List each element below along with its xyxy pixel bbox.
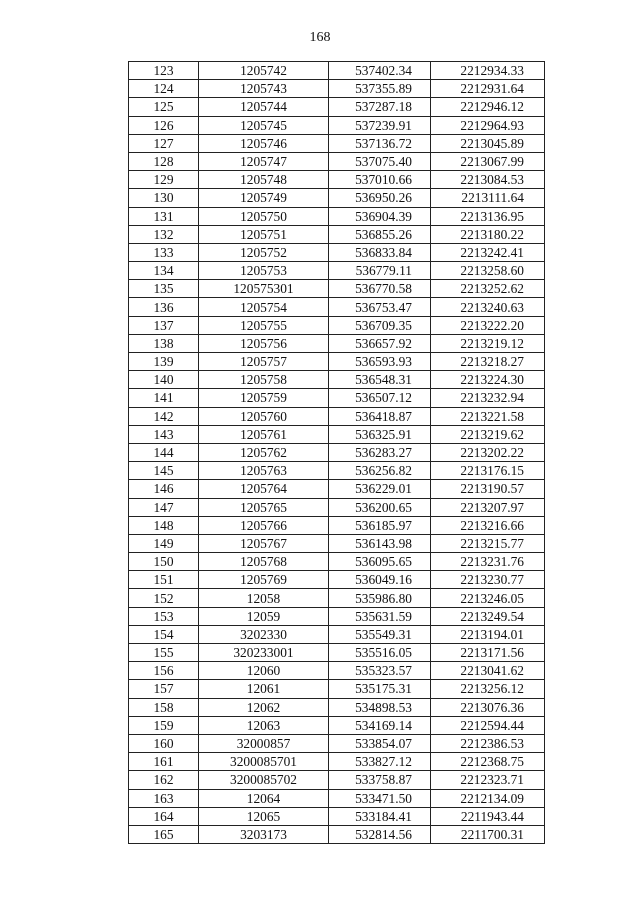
row-number-cell: 133 bbox=[129, 243, 199, 261]
x-coordinate-cell: 536593.93 bbox=[329, 353, 431, 371]
y-coordinate-cell: 2213180.22 bbox=[431, 225, 545, 243]
x-coordinate-cell: 534898.53 bbox=[329, 698, 431, 716]
y-coordinate-cell: 2212386.53 bbox=[431, 734, 545, 752]
x-coordinate-cell: 536770.58 bbox=[329, 280, 431, 298]
table-row bbox=[129, 534, 545, 552]
x-coordinate-cell: 533827.12 bbox=[329, 753, 431, 771]
x-coordinate-cell: 536185.97 bbox=[329, 516, 431, 534]
x-coordinate-cell: 537075.40 bbox=[329, 152, 431, 170]
y-coordinate-cell: 2213194.01 bbox=[431, 625, 545, 643]
point-id-cell: 1205769 bbox=[199, 571, 329, 589]
point-id-cell: 1205745 bbox=[199, 116, 329, 134]
point-id-cell: 3200085701 bbox=[199, 753, 329, 771]
row-number-cell: 150 bbox=[129, 553, 199, 571]
row-number-cell: 149 bbox=[129, 534, 199, 552]
x-coordinate-cell: 533471.50 bbox=[329, 789, 431, 807]
x-coordinate-cell: 537402.34 bbox=[329, 62, 431, 80]
x-coordinate-cell: 537355.89 bbox=[329, 80, 431, 98]
point-id-cell: 320233001 bbox=[199, 644, 329, 662]
x-coordinate-cell: 535631.59 bbox=[329, 607, 431, 625]
x-coordinate-cell: 537010.66 bbox=[329, 171, 431, 189]
table-row bbox=[129, 443, 545, 461]
row-number-cell: 148 bbox=[129, 516, 199, 534]
point-id-cell: 1205757 bbox=[199, 353, 329, 371]
row-number-cell: 139 bbox=[129, 353, 199, 371]
row-number-cell: 127 bbox=[129, 134, 199, 152]
table-row bbox=[129, 353, 545, 371]
y-coordinate-cell: 2213171.56 bbox=[431, 644, 545, 662]
y-coordinate-cell: 2213224.30 bbox=[431, 371, 545, 389]
row-number-cell: 128 bbox=[129, 152, 199, 170]
table-row bbox=[129, 262, 545, 280]
y-coordinate-cell: 2213045.89 bbox=[431, 134, 545, 152]
x-coordinate-cell: 535549.31 bbox=[329, 625, 431, 643]
table-row bbox=[129, 516, 545, 534]
point-id-cell: 1205760 bbox=[199, 407, 329, 425]
point-id-cell: 1205750 bbox=[199, 207, 329, 225]
table-row bbox=[129, 498, 545, 516]
point-id-cell: 12062 bbox=[199, 698, 329, 716]
y-coordinate-cell: 2213231.76 bbox=[431, 553, 545, 571]
y-coordinate-cell: 2213246.05 bbox=[431, 589, 545, 607]
point-id-cell: 1205758 bbox=[199, 371, 329, 389]
point-id-cell: 3200085702 bbox=[199, 771, 329, 789]
point-id-cell: 3202330 bbox=[199, 625, 329, 643]
table-row bbox=[129, 716, 545, 734]
x-coordinate-cell: 537287.18 bbox=[329, 98, 431, 116]
table-row bbox=[129, 789, 545, 807]
y-coordinate-cell: 2212594.44 bbox=[431, 716, 545, 734]
coordinates-table-body bbox=[129, 62, 545, 844]
y-coordinate-cell: 2213041.62 bbox=[431, 662, 545, 680]
table-row bbox=[129, 753, 545, 771]
y-coordinate-cell: 2212964.93 bbox=[431, 116, 545, 134]
point-id-cell: 1205748 bbox=[199, 171, 329, 189]
point-id-cell: 1205764 bbox=[199, 480, 329, 498]
x-coordinate-cell: 536283.27 bbox=[329, 443, 431, 461]
y-coordinate-cell: 2213176.15 bbox=[431, 462, 545, 480]
point-id-cell: 1205763 bbox=[199, 462, 329, 480]
table-row bbox=[129, 571, 545, 589]
x-coordinate-cell: 536418.87 bbox=[329, 407, 431, 425]
point-id-cell: 120575301 bbox=[199, 280, 329, 298]
table-row bbox=[129, 189, 545, 207]
y-coordinate-cell: 2211943.44 bbox=[431, 807, 545, 825]
y-coordinate-cell: 2213240.63 bbox=[431, 298, 545, 316]
x-coordinate-cell: 535323.57 bbox=[329, 662, 431, 680]
table-row bbox=[129, 225, 545, 243]
point-id-cell: 3203173 bbox=[199, 825, 329, 843]
table-row bbox=[129, 644, 545, 662]
row-number-cell: 137 bbox=[129, 316, 199, 334]
table-row bbox=[129, 152, 545, 170]
point-id-cell: 1205753 bbox=[199, 262, 329, 280]
table-row bbox=[129, 389, 545, 407]
point-id-cell: 1205746 bbox=[199, 134, 329, 152]
table-row bbox=[129, 607, 545, 625]
row-number-cell: 146 bbox=[129, 480, 199, 498]
point-id-cell: 1205749 bbox=[199, 189, 329, 207]
y-coordinate-cell: 2213207.97 bbox=[431, 498, 545, 516]
x-coordinate-cell: 533758.87 bbox=[329, 771, 431, 789]
x-coordinate-cell: 536709.35 bbox=[329, 316, 431, 334]
table-row bbox=[129, 207, 545, 225]
x-coordinate-cell: 536049.16 bbox=[329, 571, 431, 589]
table-row bbox=[129, 98, 545, 116]
point-id-cell: 1205752 bbox=[199, 243, 329, 261]
table-row bbox=[129, 698, 545, 716]
point-id-cell: 1205742 bbox=[199, 62, 329, 80]
y-coordinate-cell: 2212934.33 bbox=[431, 62, 545, 80]
y-coordinate-cell: 2213111.64 bbox=[431, 189, 545, 207]
point-id-cell: 32000857 bbox=[199, 734, 329, 752]
x-coordinate-cell: 536657.92 bbox=[329, 334, 431, 352]
row-number-cell: 131 bbox=[129, 207, 199, 225]
page-number: 168 bbox=[309, 30, 331, 45]
point-id-cell: 12060 bbox=[199, 662, 329, 680]
row-number-cell: 155 bbox=[129, 644, 199, 662]
y-coordinate-cell: 2213202.22 bbox=[431, 443, 545, 461]
x-coordinate-cell: 533854.07 bbox=[329, 734, 431, 752]
y-coordinate-cell: 2213232.94 bbox=[431, 389, 545, 407]
row-number-cell: 151 bbox=[129, 571, 199, 589]
row-number-cell: 138 bbox=[129, 334, 199, 352]
table-row bbox=[129, 480, 545, 498]
row-number-cell: 135 bbox=[129, 280, 199, 298]
y-coordinate-cell: 2213219.12 bbox=[431, 334, 545, 352]
x-coordinate-cell: 536950.26 bbox=[329, 189, 431, 207]
x-coordinate-cell: 536833.84 bbox=[329, 243, 431, 261]
point-id-cell: 1205743 bbox=[199, 80, 329, 98]
y-coordinate-cell: 2213221.58 bbox=[431, 407, 545, 425]
x-coordinate-cell: 536325.91 bbox=[329, 425, 431, 443]
y-coordinate-cell: 2212134.09 bbox=[431, 789, 545, 807]
table-row bbox=[129, 589, 545, 607]
point-id-cell: 1205761 bbox=[199, 425, 329, 443]
table-row bbox=[129, 425, 545, 443]
row-number-cell: 142 bbox=[129, 407, 199, 425]
point-id-cell: 12059 bbox=[199, 607, 329, 625]
table-row bbox=[129, 62, 545, 80]
table-row bbox=[129, 80, 545, 98]
point-id-cell: 1205744 bbox=[199, 98, 329, 116]
row-number-cell: 161 bbox=[129, 753, 199, 771]
point-id-cell: 12064 bbox=[199, 789, 329, 807]
point-id-cell: 12063 bbox=[199, 716, 329, 734]
x-coordinate-cell: 536904.39 bbox=[329, 207, 431, 225]
y-coordinate-cell: 2213076.36 bbox=[431, 698, 545, 716]
row-number-cell: 141 bbox=[129, 389, 199, 407]
point-id-cell: 1205762 bbox=[199, 443, 329, 461]
table-row bbox=[129, 334, 545, 352]
table-row bbox=[129, 807, 545, 825]
y-coordinate-cell: 2213219.62 bbox=[431, 425, 545, 443]
x-coordinate-cell: 536507.12 bbox=[329, 389, 431, 407]
row-number-cell: 152 bbox=[129, 589, 199, 607]
y-coordinate-cell: 2212368.75 bbox=[431, 753, 545, 771]
y-coordinate-cell: 2212323.71 bbox=[431, 771, 545, 789]
y-coordinate-cell: 2213136.95 bbox=[431, 207, 545, 225]
y-coordinate-cell: 2213067.99 bbox=[431, 152, 545, 170]
y-coordinate-cell: 2213256.12 bbox=[431, 680, 545, 698]
table-row bbox=[129, 116, 545, 134]
x-coordinate-cell: 534169.14 bbox=[329, 716, 431, 734]
y-coordinate-cell: 2212931.64 bbox=[431, 80, 545, 98]
point-id-cell: 1205759 bbox=[199, 389, 329, 407]
point-id-cell: 1205747 bbox=[199, 152, 329, 170]
x-coordinate-cell: 535516.05 bbox=[329, 644, 431, 662]
table-row bbox=[129, 625, 545, 643]
row-number-cell: 163 bbox=[129, 789, 199, 807]
point-id-cell: 12065 bbox=[199, 807, 329, 825]
row-number-cell: 162 bbox=[129, 771, 199, 789]
x-coordinate-cell: 532814.56 bbox=[329, 825, 431, 843]
table-row bbox=[129, 407, 545, 425]
row-number-cell: 140 bbox=[129, 371, 199, 389]
row-number-cell: 153 bbox=[129, 607, 199, 625]
y-coordinate-cell: 2213218.27 bbox=[431, 353, 545, 371]
row-number-cell: 136 bbox=[129, 298, 199, 316]
table-row bbox=[129, 316, 545, 334]
row-number-cell: 130 bbox=[129, 189, 199, 207]
x-coordinate-cell: 536256.82 bbox=[329, 462, 431, 480]
row-number-cell: 160 bbox=[129, 734, 199, 752]
x-coordinate-cell: 537136.72 bbox=[329, 134, 431, 152]
table-row bbox=[129, 771, 545, 789]
row-number-cell: 134 bbox=[129, 262, 199, 280]
table-row bbox=[129, 680, 545, 698]
y-coordinate-cell: 2212946.12 bbox=[431, 98, 545, 116]
row-number-cell: 159 bbox=[129, 716, 199, 734]
y-coordinate-cell: 2213258.60 bbox=[431, 262, 545, 280]
row-number-cell: 125 bbox=[129, 98, 199, 116]
row-number-cell: 158 bbox=[129, 698, 199, 716]
x-coordinate-cell: 536143.98 bbox=[329, 534, 431, 552]
point-id-cell: 12061 bbox=[199, 680, 329, 698]
table-row bbox=[129, 662, 545, 680]
y-coordinate-cell: 2213084.53 bbox=[431, 171, 545, 189]
table-row bbox=[129, 280, 545, 298]
row-number-cell: 129 bbox=[129, 171, 199, 189]
y-coordinate-cell: 2213222.20 bbox=[431, 316, 545, 334]
x-coordinate-cell: 533184.41 bbox=[329, 807, 431, 825]
row-number-cell: 124 bbox=[129, 80, 199, 98]
point-id-cell: 1205768 bbox=[199, 553, 329, 571]
table-row bbox=[129, 371, 545, 389]
x-coordinate-cell: 536095.65 bbox=[329, 553, 431, 571]
x-coordinate-cell: 536229.01 bbox=[329, 480, 431, 498]
y-coordinate-cell: 2213252.62 bbox=[431, 280, 545, 298]
row-number-cell: 157 bbox=[129, 680, 199, 698]
row-number-cell: 165 bbox=[129, 825, 199, 843]
table-row bbox=[129, 462, 545, 480]
point-id-cell: 1205756 bbox=[199, 334, 329, 352]
row-number-cell: 147 bbox=[129, 498, 199, 516]
table-row bbox=[129, 553, 545, 571]
point-id-cell: 1205765 bbox=[199, 498, 329, 516]
point-id-cell: 12058 bbox=[199, 589, 329, 607]
row-number-cell: 143 bbox=[129, 425, 199, 443]
row-number-cell: 145 bbox=[129, 462, 199, 480]
x-coordinate-cell: 535986.80 bbox=[329, 589, 431, 607]
table-row bbox=[129, 298, 545, 316]
x-coordinate-cell: 536200.65 bbox=[329, 498, 431, 516]
table-row bbox=[129, 734, 545, 752]
coordinates-table bbox=[128, 61, 545, 844]
table-row bbox=[129, 134, 545, 152]
row-number-cell: 156 bbox=[129, 662, 199, 680]
y-coordinate-cell: 2213215.77 bbox=[431, 534, 545, 552]
point-id-cell: 1205755 bbox=[199, 316, 329, 334]
point-id-cell: 1205767 bbox=[199, 534, 329, 552]
table-row bbox=[129, 825, 545, 843]
y-coordinate-cell: 2213216.66 bbox=[431, 516, 545, 534]
row-number-cell: 154 bbox=[129, 625, 199, 643]
x-coordinate-cell: 536753.47 bbox=[329, 298, 431, 316]
y-coordinate-cell: 2213242.41 bbox=[431, 243, 545, 261]
point-id-cell: 1205754 bbox=[199, 298, 329, 316]
x-coordinate-cell: 537239.91 bbox=[329, 116, 431, 134]
y-coordinate-cell: 2213249.54 bbox=[431, 607, 545, 625]
y-coordinate-cell: 2211700.31 bbox=[431, 825, 545, 843]
row-number-cell: 126 bbox=[129, 116, 199, 134]
row-number-cell: 132 bbox=[129, 225, 199, 243]
x-coordinate-cell: 536548.31 bbox=[329, 371, 431, 389]
row-number-cell: 123 bbox=[129, 62, 199, 80]
y-coordinate-cell: 2213230.77 bbox=[431, 571, 545, 589]
x-coordinate-cell: 536855.26 bbox=[329, 225, 431, 243]
x-coordinate-cell: 536779.11 bbox=[329, 262, 431, 280]
table-row bbox=[129, 171, 545, 189]
point-id-cell: 1205751 bbox=[199, 225, 329, 243]
table-row bbox=[129, 243, 545, 261]
row-number-cell: 144 bbox=[129, 443, 199, 461]
x-coordinate-cell: 535175.31 bbox=[329, 680, 431, 698]
point-id-cell: 1205766 bbox=[199, 516, 329, 534]
y-coordinate-cell: 2213190.57 bbox=[431, 480, 545, 498]
row-number-cell: 164 bbox=[129, 807, 199, 825]
